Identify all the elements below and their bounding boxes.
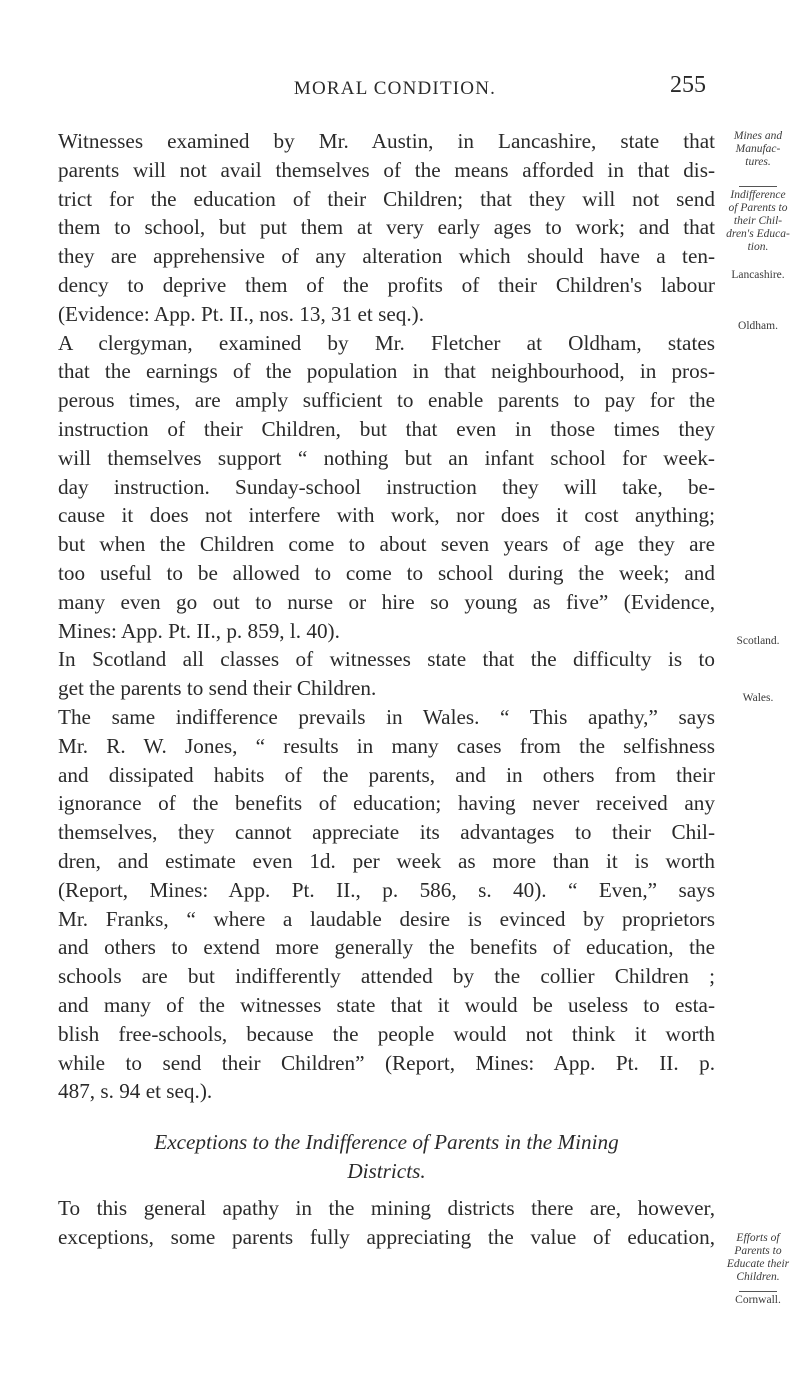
running-title: MORAL CONDITION. (293, 78, 497, 99)
text-line: (Evidence: App. Pt. II., nos. 13, 31 et seq.). (58, 301, 425, 326)
text-line: In Scotland all classes of witnesses state that the difficulty is to (58, 647, 715, 672)
margin-note-lancashire: Lancashire. (731, 269, 785, 281)
text-line: will themselves support “ nothing but an infant school for week- (58, 445, 715, 470)
text-line: blish free-schools, because the people would not think it worth (58, 1021, 715, 1046)
paragraph-scotland (58, 645, 715, 703)
text-line: while to send their Children” (Report, Mines: App. Pt. II. p. (58, 1050, 715, 1075)
margin-note-oldham: Oldham. (738, 320, 778, 332)
text-line: cause it does not interfere with work, nor does it cost anything; (58, 503, 715, 528)
margin-note-line: Efforts of (736, 1232, 780, 1244)
margin-note-scotland: Scotland. (736, 635, 780, 647)
section-heading-line: Exceptions to the Indifference of Parents in the Mining (154, 1130, 619, 1155)
margin-note-line: Indifference (730, 189, 786, 201)
text-line: dren, and estimate even 1d. per week as more than it is worth (58, 848, 715, 873)
margin-note-line: their Chil- (733, 215, 783, 227)
text-line: Mr. Franks, “ where a laudable desire is evinced by proprietors (58, 906, 715, 931)
text-line: Mr. R. W. Jones, “ results in many cases from the selfishness (58, 733, 715, 758)
divider (739, 1291, 777, 1292)
text-line: many even go out to nurse or hire so young as five” (Evidence, (58, 589, 715, 614)
margin-note-line: Parents to (734, 1245, 782, 1257)
paragraph-exceptions (58, 1194, 715, 1252)
text-line: A clergyman, examined by Mr. Fletcher at Oldham, states (58, 330, 715, 355)
page-number: 255 (670, 72, 706, 98)
text-line: but when the Children come to about seven years of age they are (58, 532, 715, 557)
text-line: Mines: App. Pt. II., p. 859, l. 40). (58, 618, 340, 643)
divider (739, 186, 777, 187)
text-line: trict for the education of their Children; that they will not send (58, 186, 715, 211)
margin-note-line: Mines and (733, 130, 783, 142)
text-line: ignorance of the benefits of education; having never received any (58, 791, 715, 816)
text-line: too useful to be allowed to come to school during the week; and (58, 560, 715, 585)
paragraph-lancashire (58, 127, 715, 329)
text-line: parents will not avail themselves of the means afforded in that dis- (58, 157, 715, 182)
text-line: To this general apathy in the mining districts there are, however, (58, 1196, 715, 1221)
paragraph-oldham (58, 329, 715, 646)
text-line: Witnesses examined by Mr. Austin, in Lancashire, state that (58, 129, 715, 153)
margin-note-line: Children. (736, 1271, 780, 1283)
body-text (58, 127, 715, 1252)
text-line: and others to extend more generally the benefits of education, the (58, 935, 715, 960)
margin-note-line: of Parents to (728, 202, 788, 214)
paragraph-wales (58, 703, 715, 1106)
text-line: perous times, are amply sufficient to enable parents to pay for the (58, 388, 715, 413)
text-line: 487, s. 94 et seq.). (58, 1079, 213, 1104)
margin-note-line: Educate their (726, 1258, 790, 1270)
margin-note-line: dren's Educa- (726, 228, 790, 240)
margin-note-indifference (718, 185, 798, 254)
text-line: (Report, Mines: App. Pt. II., p. 586, s. 40). “ Even,” says (58, 877, 715, 902)
text-line: schools are but indifferently attended by the collier Children ; (58, 964, 715, 989)
text-line: them to school, but put them at very early ages to work; and that (58, 215, 715, 240)
margin-note-wales: Wales. (742, 692, 774, 704)
text-line: and many of the witnesses state that it would be useless to esta- (58, 992, 715, 1017)
text-line: exceptions, some parents fully appreciating the value of education, (58, 1224, 715, 1249)
text-line: The same indifference prevails in Wales. “ This apathy,” says (58, 704, 715, 729)
page-header (60, 70, 730, 110)
margin-note-cornwall (718, 1290, 798, 1307)
text-line: day instruction. Sunday-school instruction they will take, be- (58, 474, 715, 499)
text-line: they are apprehensive of any alteration which should have a ten- (58, 244, 715, 269)
text-line: that the earnings of the population in that neighbourhood, in pros- (58, 359, 715, 384)
section-heading-line: Districts. (347, 1159, 426, 1184)
text-line: instruction of their Children, but that even in those times they (58, 416, 715, 441)
text-line: get the parents to send their Children. (58, 676, 377, 701)
margin-note-line: Cornwall. (735, 1294, 781, 1306)
margin-note-line: tion. (747, 241, 769, 253)
section-heading (58, 1128, 715, 1186)
text-line: dency to deprive them of the profits of their Children's labour (58, 272, 715, 297)
margin-note-line: tures. (745, 156, 771, 168)
margin-note-line: Manufac- (735, 143, 781, 155)
text-line: themselves, they cannot appreciate its advantages to their Chil- (58, 820, 715, 845)
margin-note-mines (718, 130, 798, 169)
margin-note-efforts (718, 1232, 798, 1284)
text-line: and dissipated habits of the parents, and in others from their (58, 762, 715, 787)
